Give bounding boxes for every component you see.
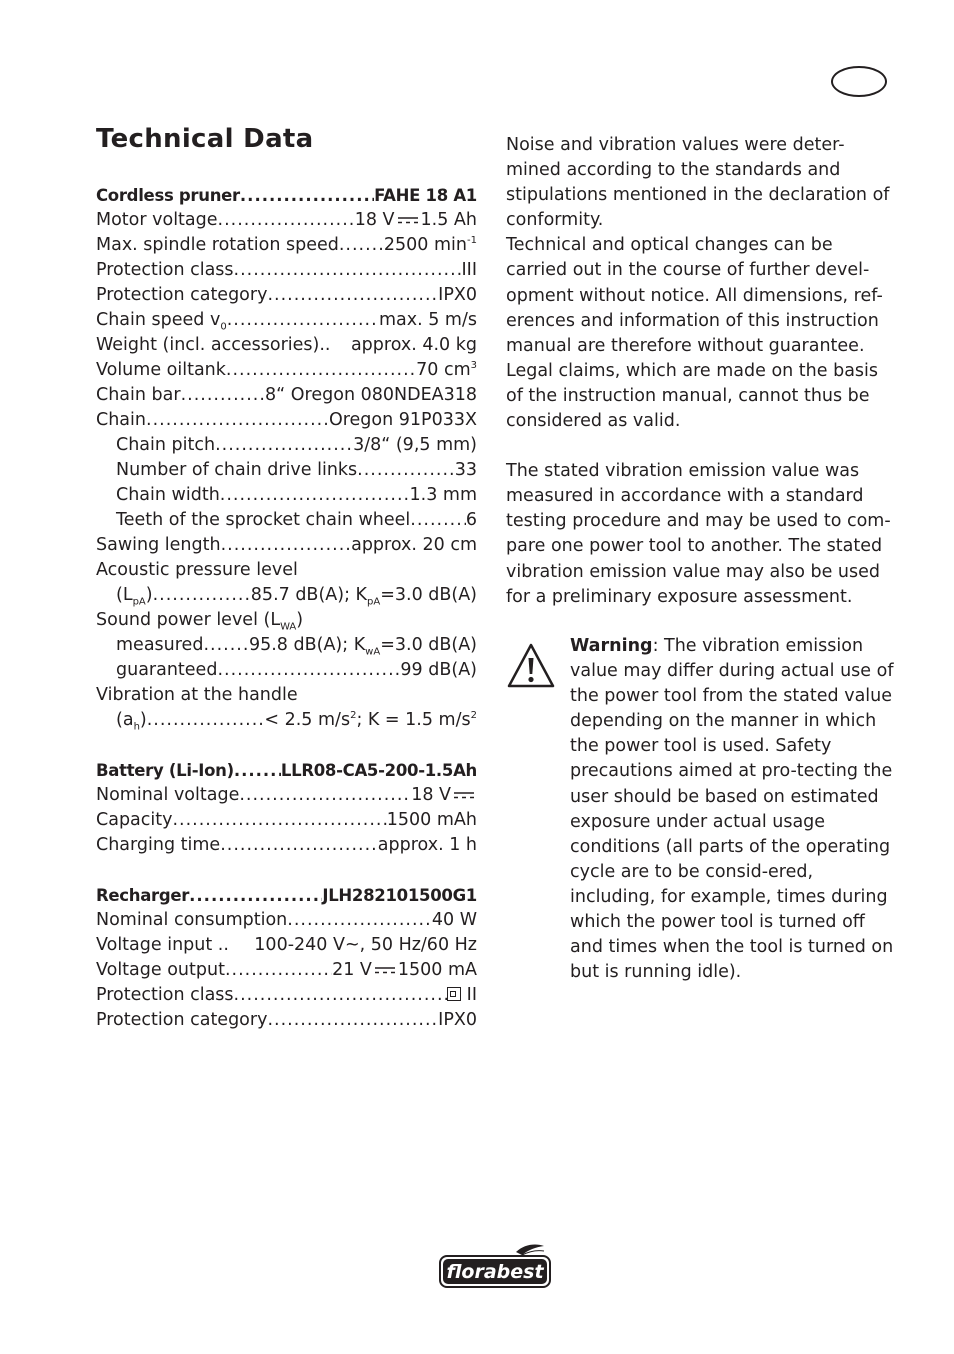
spec-heading-pruner: Cordless pruner ..... FAHE 18 A1: [96, 183, 477, 208]
spec-oiltank: Volume oiltank ..... 70 $cm^3$: [96, 358, 477, 383]
spec-recharger-protection-class: Protection class ..... II: [96, 983, 477, 1008]
direct-current-icon: [374, 965, 396, 975]
spec-spindle-speed: Max. spindle rotation speed ..... 2500 $\min^{-1}$: [96, 233, 477, 258]
spec-charging-time: Charging time ..... approx. 1 h: [96, 833, 477, 858]
spec-sprocket-teeth: Teeth of the sprocket chain wheel ..... 6: [96, 508, 477, 533]
spec-voltage-input: Voltage input .. 100-240 V~, 50 Hz/60 Hz: [96, 935, 477, 955]
direct-current-icon: [397, 215, 419, 225]
technical-specs: [96, 183, 477, 1033]
spec-sound-power-guaranteed: guaranteed ..... 99 dB(A): [96, 658, 477, 683]
warning-triangle-icon: [506, 642, 556, 690]
spec-voltage-output: Voltage output ..... 21 V 1500 mA: [96, 958, 477, 983]
spec-chain-width: Chain width ..... 1.3 mm: [96, 483, 477, 508]
spec-chain-bar: Chain bar ..... 8“ Oregon 080NDEA318: [96, 383, 477, 408]
spec-nominal-consumption: Nominal consumption ..... 40 W: [96, 908, 477, 933]
spec-heading-battery: Battery (Li-Ion) ..... LLR08-CA5-200-1.5Ah: [96, 758, 477, 783]
spec-acoustic-value: $(L_{pA})$ ..... 85.7 dB(A); $K_{pA}=3.0$ dB(A): [96, 583, 477, 608]
spec-battery-voltage: Nominal voltage ..... 18 V: [96, 783, 477, 808]
spec-protection-class: Protection class ..... III: [96, 258, 477, 283]
warning-label: Warning: [570, 636, 653, 656]
spec-sound-power-measured: measured ..... 95.8 dB(A); $K_{wA}=3.0$ dB(A): [96, 633, 477, 658]
spec-drive-links: Number of chain drive links ..... 33: [96, 458, 477, 483]
language-badge: [831, 66, 887, 97]
svg-text:florabest: florabest: [446, 1261, 544, 1283]
spec-battery-capacity: Capacity ..... 1500 mAh: [96, 808, 477, 833]
florabest-logo: [438, 1242, 552, 1290]
spec-acoustic-label: Acoustic pressure level: [96, 560, 298, 580]
spec-heading-recharger: Recharger ..... JLH282101500G1: [96, 883, 477, 908]
spec-motor-voltage: Motor voltage ..... 18 V 1.5 Ah: [96, 208, 477, 233]
protection-class-ii-icon: [447, 987, 461, 1001]
page-title: Technical Data: [96, 124, 314, 154]
spec-vibration-label: Vibration at the handle: [96, 685, 298, 705]
spec-recharger-protection-category: Protection category ..... IPX0: [96, 1008, 477, 1033]
direct-current-icon: [453, 790, 475, 800]
spec-sawing-length: Sawing length ..... approx. 20 cm: [96, 533, 477, 558]
vibration-emission-note: The stated vibration emission value was measured in accordance with a standard testing procedure and may be used to com-pare one power tool to another. The stated vibration emission value may also be used for a preliminary exposure assessment.: [506, 461, 891, 607]
spec-protection-category: Protection category ..... IPX0: [96, 283, 477, 308]
spec-sound-power-label: Sound power level $(L_{WA})$: [96, 610, 304, 633]
warning-text: Warning: The vibration emission value may differ during actual use of the power tool from the stated value depending on the manner in which the power tool is used. Safety precautions aimed at pro-tecting the user should be based on estimated exposure under actual usage conditions (all parts of the operating cycle are to be consid-ered, including, for example, times during which the power tool is turned off and times when the tool is turned on but is running idle).: [570, 636, 894, 983]
spec-chain: Chain ..... Oregon 91P033X: [96, 408, 477, 433]
notes-column: [506, 133, 894, 610]
spec-weight: Weight (incl. accessories).. approx. 4.0 kg: [96, 335, 477, 355]
noise-vibration-note: Noise and vibration values were deter-mined according to the standards and stipulations mentioned in the declaration of conformity.: [506, 135, 890, 231]
spec-chain-speed: Chain speed $v_0$ ..... max. 5 m/s: [96, 308, 477, 333]
changes-note: Technical and optical changes can be carried out in the course of further devel-opment without notice. All dimensions, ref-erences and information of this instruction manual are therefore without guarantee. Legal claims, which are made on the basis of the instruction manual, cannot thus be considered as valid.: [506, 235, 883, 432]
spec-chain-pitch: Chain pitch ..... 3/8“ (9,5 mm): [96, 433, 477, 458]
spec-vibration-value: $(a_h)$ ..... < 2.5 $m/s^2$; K = 1.5 $m/s^2$: [96, 708, 477, 733]
